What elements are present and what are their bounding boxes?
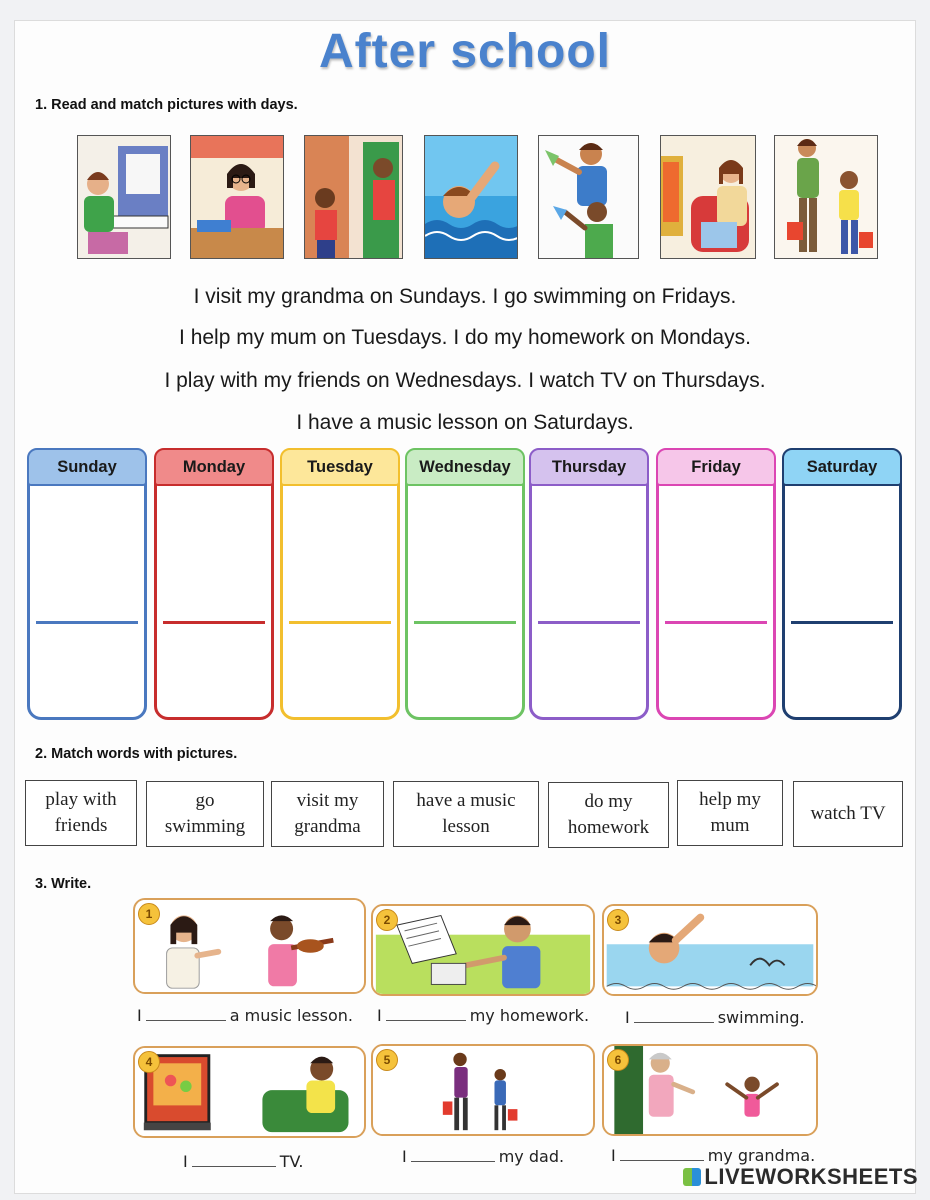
answer-line[interactable] xyxy=(36,621,138,624)
day-header: Sunday xyxy=(27,448,147,486)
day-header: Saturday xyxy=(782,448,902,486)
write-picture-4 xyxy=(133,1046,366,1138)
write-picture-6 xyxy=(602,1044,818,1136)
write-blank-3[interactable] xyxy=(634,1008,714,1023)
day-column-sunday[interactable] xyxy=(27,448,147,720)
write-blank-2[interactable] xyxy=(386,1006,466,1021)
answer-line[interactable] xyxy=(538,621,640,624)
section1-heading: 1. Read and match pictures with days. xyxy=(35,97,298,113)
day-column-monday[interactable] xyxy=(154,448,274,720)
write-picture-5 xyxy=(371,1044,595,1136)
word-line: mum xyxy=(710,815,750,836)
pronoun: I xyxy=(625,1008,630,1027)
answer-line[interactable] xyxy=(665,621,767,624)
write-picture-2 xyxy=(371,904,595,996)
sentence-end: my dad. xyxy=(498,1147,565,1166)
write-sentence-1 xyxy=(137,1006,353,1025)
sentence-end: my grandma. xyxy=(707,1146,816,1165)
sentence-end: a music lesson. xyxy=(229,1006,353,1025)
word-line: grandma xyxy=(294,816,361,837)
answer-line[interactable] xyxy=(163,621,265,624)
write-picture-3 xyxy=(602,904,818,996)
word-line: homework xyxy=(567,817,650,838)
day-header: Friday xyxy=(656,448,776,486)
answer-line[interactable] xyxy=(414,621,516,624)
word-box-do-my-homework[interactable] xyxy=(548,782,669,848)
word-box-have-a-music-lesson[interactable] xyxy=(393,781,539,847)
day-column-friday[interactable] xyxy=(656,448,776,720)
grandma-visit-picture[interactable] xyxy=(774,135,878,259)
item-number: 1 xyxy=(138,903,160,925)
sentence-end: my homework. xyxy=(469,1006,590,1025)
day-column-thursday[interactable] xyxy=(529,448,649,720)
write-sentence-5 xyxy=(402,1147,564,1166)
word-line: lesson xyxy=(442,816,490,837)
answer-line[interactable] xyxy=(791,621,893,624)
pronoun: I xyxy=(183,1152,188,1171)
word-box-visit-my-grandma[interactable] xyxy=(271,781,384,847)
item-number: 3 xyxy=(607,909,629,931)
word-line: visit my xyxy=(296,790,359,811)
tv-picture[interactable] xyxy=(660,135,756,259)
piano-picture[interactable] xyxy=(77,135,171,259)
write-blank-1[interactable] xyxy=(146,1006,226,1021)
sentence-end: TV. xyxy=(279,1152,304,1171)
word-box-help-my-mum[interactable] xyxy=(677,780,783,846)
day-column-tuesday[interactable] xyxy=(280,448,400,720)
word-line: play with xyxy=(45,789,117,810)
help-mum-picture[interactable] xyxy=(538,135,639,259)
day-column-wednesday[interactable] xyxy=(405,448,525,720)
day-column-saturday[interactable] xyxy=(782,448,902,720)
answer-line[interactable] xyxy=(289,621,391,624)
section3-heading: 3. Write. xyxy=(35,876,92,892)
word-line: go xyxy=(195,790,215,811)
word-line: watch TV xyxy=(810,803,886,824)
friends-picture[interactable] xyxy=(304,135,403,259)
write-blank-5[interactable] xyxy=(411,1147,495,1162)
word-line: have a music xyxy=(416,790,516,811)
item-number: 5 xyxy=(376,1049,398,1071)
swimming-picture[interactable] xyxy=(424,135,518,259)
write-sentence-2 xyxy=(377,1006,589,1025)
pronoun: I xyxy=(402,1147,407,1166)
sentence-3: I play with my friends on Wednesdays. I watch TV on Thursdays. xyxy=(164,369,766,392)
word-line: swimming xyxy=(164,816,246,837)
pronoun: I xyxy=(137,1006,142,1025)
word-line: friends xyxy=(54,815,108,836)
word-box-watch-tv[interactable] xyxy=(793,781,903,847)
word-line: help my xyxy=(699,789,761,810)
homework-picture[interactable] xyxy=(190,135,284,259)
item-number: 4 xyxy=(138,1051,160,1073)
write-sentence-3 xyxy=(625,1008,805,1027)
word-box-go-swimming[interactable] xyxy=(146,781,264,847)
item-number: 2 xyxy=(376,909,398,931)
pronoun: I xyxy=(377,1006,382,1025)
sentence-4: I have a music lesson on Saturdays. xyxy=(296,411,634,434)
word-line: do my xyxy=(584,791,633,812)
page-title: After school xyxy=(318,25,612,78)
section2-heading: 2. Match words with pictures. xyxy=(35,746,238,762)
brand-text: LIVEWORKSHEETS xyxy=(704,1164,918,1189)
write-blank-4[interactable] xyxy=(192,1152,276,1167)
item-number: 6 xyxy=(607,1049,629,1071)
write-sentence-4 xyxy=(183,1152,303,1171)
sentence-1: I visit my grandma on Sundays. I go swimming on Fridays. xyxy=(193,285,737,308)
write-sentence-6 xyxy=(611,1146,815,1165)
word-box-play-with-friends[interactable] xyxy=(25,780,137,846)
day-header: Wednesday xyxy=(405,448,525,486)
day-header: Monday xyxy=(154,448,274,486)
liveworksheets-icon xyxy=(683,1168,701,1186)
sentence-2: I help my mum on Tuesdays. I do my homework on Mondays. xyxy=(179,326,751,349)
day-header: Thursday xyxy=(529,448,649,486)
write-picture-1 xyxy=(133,898,366,994)
write-blank-6[interactable] xyxy=(620,1146,704,1161)
pronoun: I xyxy=(611,1146,616,1165)
sentence-end: swimming. xyxy=(717,1008,805,1027)
day-header: Tuesday xyxy=(280,448,400,486)
liveworksheets-logo xyxy=(683,1164,918,1190)
